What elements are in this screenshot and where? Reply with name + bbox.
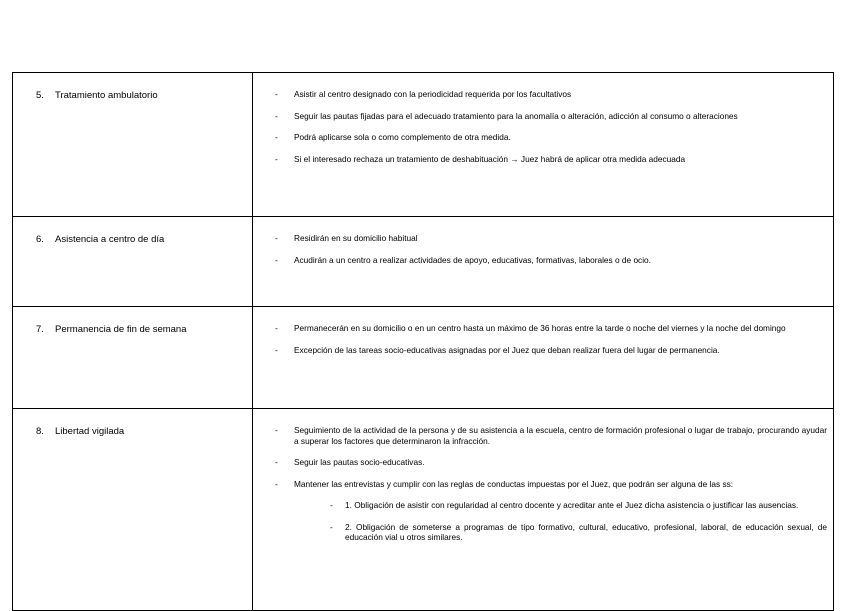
measure-items-cell — [253, 409, 834, 611]
list-item: - Podrá aplicarse sola o como complemento de otra medida. — [275, 132, 827, 143]
measure-number: 7. — [36, 324, 44, 335]
measure-items-cell — [253, 217, 834, 307]
list-item: - Seguir las pautas socio-educativas. — [275, 457, 827, 468]
list-item: - Asistir al centro designado con la periodicidad requerida por los facultativos — [275, 89, 827, 100]
measure-item-list — [275, 425, 827, 543]
measure-number: 6. — [36, 234, 44, 245]
list-item — [275, 479, 827, 543]
list-item: - Seguir las pautas fijadas para el adecuado tratamiento para la anomalía o alteración, adicción al consumo o alteraciones — [275, 111, 827, 122]
list-item: - Residirán en su domicilio habitual — [275, 233, 827, 244]
measure-number: 5. — [36, 90, 44, 101]
measure-title: Asistencia a centro de día — [55, 234, 165, 245]
list-item: - Seguimiento de la actividad de la persona y de su asistencia a la escuela, centro de formación profesional o lugar de trabajo, procurando ayudar a superar los factores que determinaron la infracción. — [275, 425, 827, 446]
conduct-rules-list — [294, 500, 827, 543]
measure-label-cell — [13, 217, 253, 307]
measure-label-cell — [13, 409, 253, 611]
measure-items-cell — [253, 73, 834, 217]
sub-list-item: - 1. Obligación de asistir con regularidad al centro docente y acreditar ante el Juez dicha asistencia o justificar las ausencias. — [330, 500, 827, 511]
measure-items-cell — [253, 307, 834, 409]
measure-number: 8. — [36, 426, 44, 437]
table-row — [13, 73, 834, 217]
table-row — [13, 217, 834, 307]
measure-label-cell — [13, 307, 253, 409]
measure-title: Permanencia de fin de semana — [55, 324, 187, 335]
list-item: - Excepción de las tareas socio-educativas asignadas por el Juez que deban realizar fuera del lugar de permanencia. — [275, 345, 827, 356]
measures-table — [12, 72, 834, 611]
table-row — [13, 307, 834, 409]
measure-item-list — [275, 89, 827, 164]
list-item-text: Mantener las entrevistas y cumplir con las reglas de conductas impuestas por el Juez, que podrán ser alguna de las ss: — [294, 478, 734, 489]
measure-title: Tratamiento ambulatorio — [55, 90, 158, 101]
list-item: - Acudirán a un centro a realizar actividades de apoyo, educativas, formativas, laborales o de ocio. — [275, 255, 827, 266]
measure-item-list — [275, 323, 827, 355]
list-item: - Permanecerán en su domicilio o en un centro hasta un máximo de 36 horas entre la tarde o noche del viernes y la noche del domingo — [275, 323, 827, 334]
sub-list-item: - 2. Obligación de someterse a programas de tipo formativo, cultural, educativo, profesional, laboral, de educación sexual, de educación vial u otros similares. — [330, 522, 827, 543]
list-item: - Si el interesado rechaza un tratamiento de deshabituación → Juez habrá de aplicar otra medida adecuada — [275, 154, 827, 165]
measure-title: Libertad vigilada — [55, 426, 125, 437]
measure-item-list — [275, 233, 827, 265]
table-row — [13, 409, 834, 611]
measure-label-cell — [13, 73, 253, 217]
